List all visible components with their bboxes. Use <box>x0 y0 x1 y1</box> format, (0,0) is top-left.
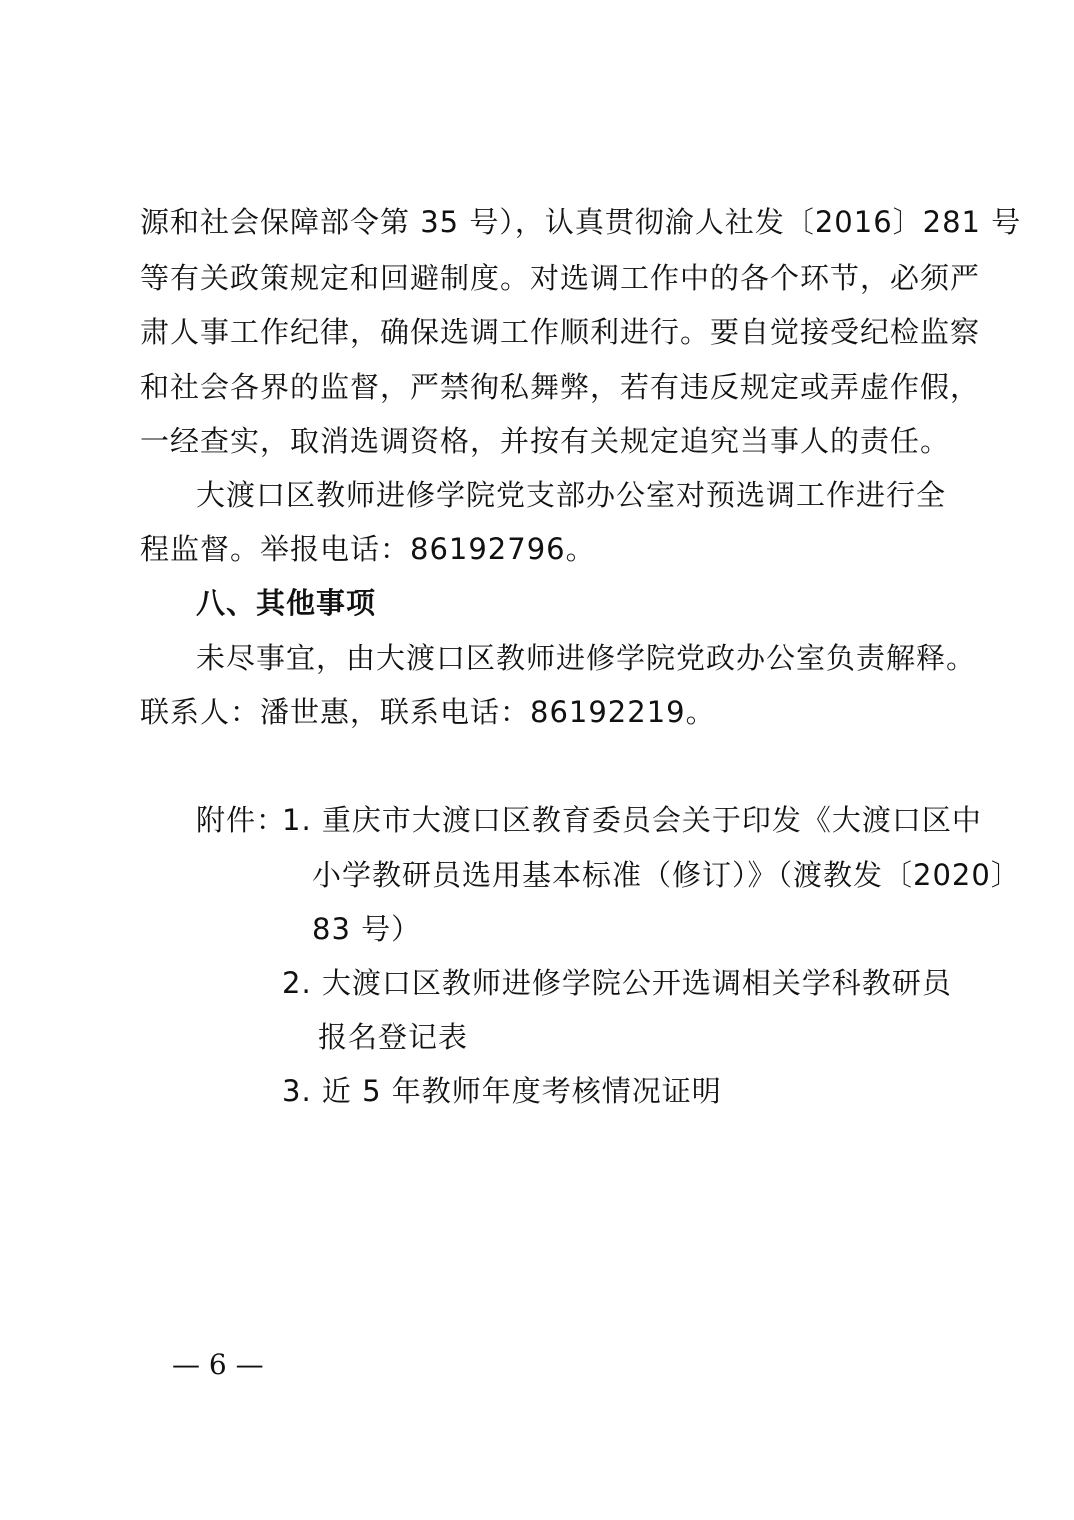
contact-line: 联系人：潘世惠，联系电话：86192219。 <box>140 695 716 729</box>
attachment-item-1-line-3: 83 号） <box>312 912 422 946</box>
body-line-4: 和社会各界的监督，严禁徇私舞弊，若有违反规定或弄虚作假， <box>140 370 981 404</box>
attachment-item-1-line-1: 1. 重庆市大渡口区教育委员会关于印发《大渡口区中 <box>282 803 982 837</box>
body-line-5: 一经查实，取消选调资格，并按有关规定追究当事人的责任。 <box>140 424 951 458</box>
attachment-item-1-line-2: 小学教研员选用基本标准（修订）》（渡教发〔2020〕 <box>312 858 1021 892</box>
section-line-1: 未尽事宜，由大渡口区教师进修学院党政办公室负责解释。 <box>196 641 977 675</box>
attachment-item-2-line-1: 2. 大渡口区教师进修学院公开选调相关学科教研员 <box>282 966 952 1000</box>
body-line-2: 等有关政策规定和回避制度。对选调工作中的各个环节，必须严 <box>140 261 981 295</box>
section-heading: 八、其他事项 <box>196 586 377 620</box>
body-line-3: 肃人事工作纪律，确保选调工作顺利进行。要自觉接受纪检监察 <box>140 315 981 349</box>
body-line-1: 源和社会保障部令第 35 号），认真贯彻渝人社发〔2016〕281 号 <box>140 205 1022 239</box>
attachments-label: 附件： <box>196 803 287 837</box>
supervision-line-1: 大渡口区教师进修学院党支部办公室对预选调工作进行全 <box>196 478 947 512</box>
attachment-item-2-line-2: 报名登记表 <box>318 1020 469 1054</box>
supervision-line-2: 程监督。举报电话：86192796。 <box>140 532 596 566</box>
page-number: — 6 — <box>172 1348 264 1381</box>
attachment-item-3: 3. 近 5 年教师年度考核情况证明 <box>282 1074 722 1108</box>
